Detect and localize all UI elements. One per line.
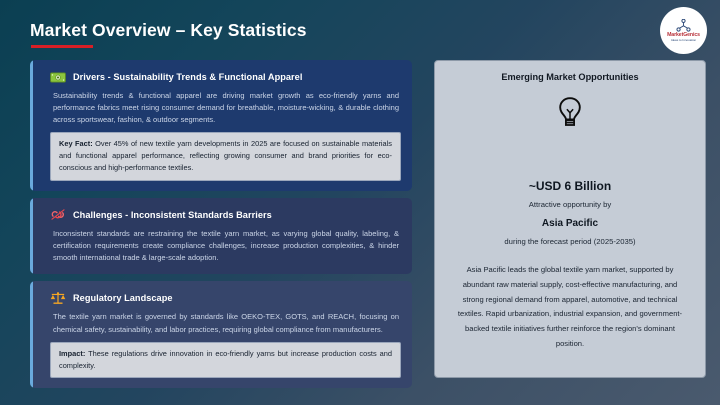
emerging-opportunities-panel (434, 60, 706, 378)
opportunity-subtitle-1: Attractive opportunity by (528, 200, 612, 209)
opportunity-description: Asia Pacific leads the global textile yarn market, supported by abundant raw material supply, cost-effective manufacturing, and strong regional demand from apparel, automotive, and technical textiles. Rapid urbanization, industrial expansion, and government-backed textile initiatives further reinforce the region's dominant position. (457, 265, 683, 348)
impact-callout (50, 342, 401, 379)
card-body-text: Sustainability trends & functional apparel are driving market growth as eco-friendly yarns and performance fabrics meet rising consumer demand for breathable, moisture-wicking, & durable clothing across sportswear, fashion, & outdoor segments. (53, 91, 399, 125)
callout-label: Impact: (59, 348, 86, 358)
callout-label: Key Fact: (59, 139, 93, 149)
title-underline (31, 45, 93, 48)
banknote-icon (50, 69, 66, 85)
insight-card-list (30, 60, 412, 395)
page-title: Market Overview – Key Statistics (30, 20, 307, 40)
network-node-icon (676, 19, 691, 32)
lightbulb-icon (451, 96, 689, 135)
card-body-text: The textile yarn market is governed by standards like OEKO-TEX, GOTS, and REACH, focusing on chemical safety, sustainability, and labor practices, requiring global compliance from manufacturers. (53, 312, 399, 334)
logo-name: MarketGenics (667, 31, 700, 38)
logo-tagline: Ideas to Innovation (670, 37, 697, 42)
card-regulatory (30, 281, 412, 388)
key-fact-callout (50, 132, 401, 181)
callout-text: Over 45% of new textile yarn developments in 2025 are focused on sustainable materials and functional apparel performance, reflecting growing consumer and brand priorities for eco-conscious and high-performance textiles. (59, 139, 392, 173)
panel-title: Emerging Market Opportunities (501, 72, 639, 82)
card-title: Drivers - Sustainability Trends & Functional Apparel (73, 72, 303, 82)
balance-scale-icon (50, 290, 66, 306)
callout-text: These regulations drive innovation in eco-friendly yarns but increase production costs and complexity. (59, 348, 392, 370)
opportunity-region: Asia Pacific (541, 218, 599, 229)
broken-link-icon (50, 207, 66, 223)
card-header (50, 207, 401, 223)
card-title: Regulatory Landscape (73, 293, 173, 304)
brand-logo (660, 7, 707, 54)
card-header (50, 69, 401, 85)
opportunity-subtitle-2: during the forecast period (2025-2035) (504, 237, 636, 246)
card-drivers (30, 60, 412, 191)
card-challenges (30, 198, 412, 274)
card-header (50, 290, 401, 306)
card-title: Challenges - Inconsistent Standards Barriers (73, 209, 272, 220)
card-body-text: Inconsistent standards are restraining the textile yarn market, as varying global quality, labeling, & certification requirements create compliance challenges, increase production complexities, & hinder smooth international trade & large-scale adoption. (53, 228, 399, 263)
opportunity-value: ~USD 6 Billion (528, 179, 612, 193)
